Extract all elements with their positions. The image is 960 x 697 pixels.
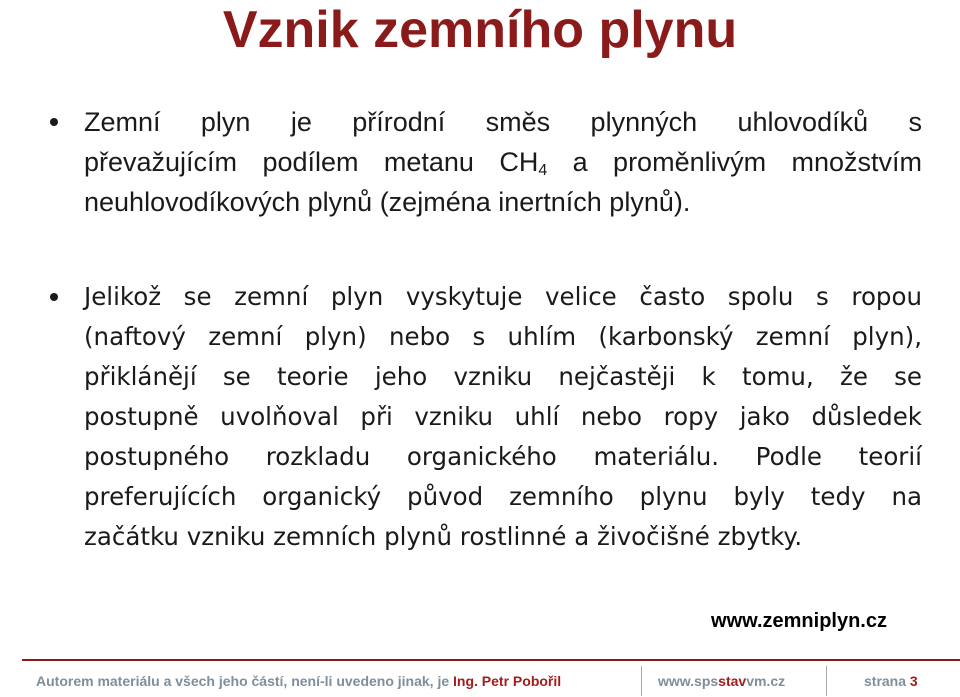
- subscript: 4: [538, 162, 548, 179]
- footer-author: Ing. Petr Pobořil: [453, 673, 562, 689]
- bullet-dot-icon: [50, 293, 58, 301]
- footer-site-part: www.sps: [658, 673, 719, 689]
- bullet-line: neuhlovodíkových plynů (zejména inertních plynů).: [84, 187, 691, 217]
- footer-separator: [641, 666, 642, 696]
- footer-site-part: vm.cz: [746, 673, 786, 689]
- text-fragment: převažujícím podílem metanu CH: [84, 147, 539, 177]
- bullet-line: Jelikož se zemní plyn vyskytuje velice často spolu s ropou: [84, 282, 922, 311]
- slide-title: Vznik zemního plynu: [222, 1, 738, 59]
- footer-website[interactable]: [658, 666, 785, 697]
- bullet-line: [84, 142, 922, 182]
- bullet-item-natural-gas-definition: [84, 102, 922, 222]
- source-url[interactable]: www.zemniplyn.cz: [711, 610, 887, 632]
- footer-site-part: stav: [718, 673, 747, 689]
- footer-divider: [22, 659, 960, 661]
- footer-page-indicator: [864, 666, 918, 697]
- footer: [36, 666, 960, 697]
- footer-credit-text: Autorem materiálu a všech jeho částí, není-li uvedeno jinak, je: [36, 673, 454, 689]
- footer-page-label: strana: [864, 673, 910, 689]
- footer-separator: [826, 666, 827, 696]
- bullet-line: Zemní plyn je přírodní směs plynných uhlovodíků s: [84, 107, 922, 137]
- bullet-line: začátku vzniku zemních plynů rostlinné a živočišné zbytky.: [84, 522, 803, 551]
- footer-credit: [36, 666, 561, 697]
- bullet-item-origin-theory: [84, 277, 922, 557]
- bullet-line: (naftový zemní plyn) nebo s uhlím (karbonský zemní plyn),: [84, 322, 922, 351]
- bullet-dot-icon: [50, 118, 58, 126]
- footer-page-number: 3: [909, 673, 918, 689]
- bullet-line: postupného rozkladu organického materiálu. Podle teorií: [84, 442, 922, 471]
- bullet-line: přiklánějí se teorie jeho vzniku nejčastěji k tomu, že se: [84, 362, 922, 391]
- bullet-line: postupně uvolňoval při vzniku uhlí nebo ropy jako důsledek: [84, 402, 922, 431]
- text-fragment: a proměnlivým množstvím: [547, 147, 922, 177]
- bullet-line: preferujících organický původ zemního plynu byly tedy na: [84, 482, 922, 511]
